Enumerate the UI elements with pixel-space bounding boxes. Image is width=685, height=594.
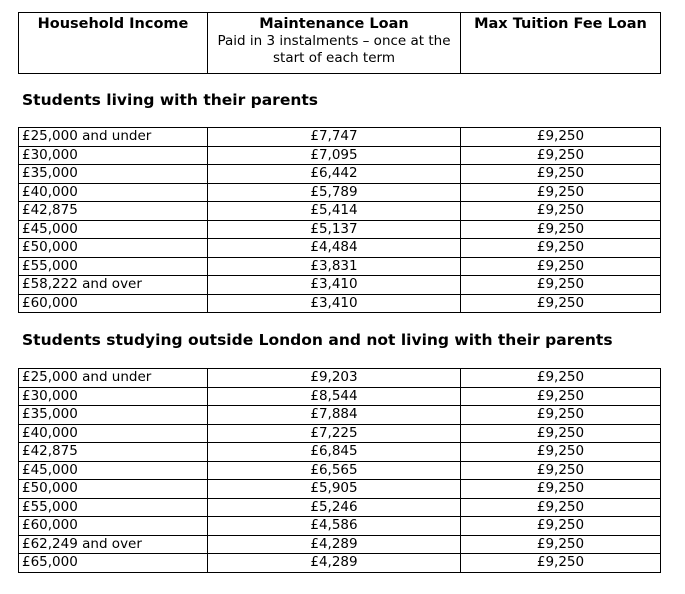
income-cell: £55,000 — [19, 257, 208, 276]
maintenance-loan-cell: £7,884 — [208, 406, 461, 425]
income-cell: £55,000 — [19, 498, 208, 517]
tuition-fee-cell: £9,250 — [461, 128, 661, 147]
income-cell: £65,000 — [19, 554, 208, 573]
table-outside-london — [18, 368, 661, 573]
income-cell: £40,000 — [19, 183, 208, 202]
maintenance-loan-cell: £8,544 — [208, 387, 461, 406]
tuition-fee-cell: £9,250 — [461, 424, 661, 443]
column-header-table — [18, 12, 661, 74]
income-cell: £42,875 — [19, 202, 208, 221]
income-cell: £45,000 — [19, 461, 208, 480]
table-row — [19, 535, 661, 554]
maintenance-loan-header — [208, 13, 461, 74]
maintenance-loan-cell: £3,410 — [208, 276, 461, 295]
income-cell: £25,000 and under — [19, 128, 208, 147]
income-cell: £58,222 and over — [19, 276, 208, 295]
maintenance-loan-label: Maintenance Loan — [259, 16, 409, 32]
table-row — [19, 369, 661, 388]
instalments-note: Paid in 3 instalments – once at the start of each term — [217, 33, 451, 66]
tuition-fee-cell: £9,250 — [461, 202, 661, 221]
table-row — [19, 294, 661, 313]
maintenance-loan-cell: £6,442 — [208, 165, 461, 184]
table-row — [19, 387, 661, 406]
tuition-fee-cell: £9,250 — [461, 517, 661, 536]
maintenance-loan-cell: £5,905 — [208, 480, 461, 499]
table-row — [19, 128, 661, 147]
maintenance-loan-cell: £5,789 — [208, 183, 461, 202]
income-cell: £35,000 — [19, 165, 208, 184]
table-row — [19, 406, 661, 425]
tuition-fee-cell: £9,250 — [461, 294, 661, 313]
table-row — [19, 257, 661, 276]
maintenance-loan-cell: £5,414 — [208, 202, 461, 221]
maintenance-loan-cell: £6,845 — [208, 443, 461, 462]
income-cell: £25,000 and under — [19, 369, 208, 388]
tuition-fee-cell: £9,250 — [461, 461, 661, 480]
tuition-fee-cell: £9,250 — [461, 257, 661, 276]
section-heading-outside-london: Students studying outside London and not living with their parents — [22, 331, 613, 349]
maintenance-loan-cell: £4,289 — [208, 535, 461, 554]
income-cell: £60,000 — [19, 294, 208, 313]
tuition-fee-cell: £9,250 — [461, 443, 661, 462]
table-row — [19, 276, 661, 295]
tuition-fee-cell: £9,250 — [461, 239, 661, 258]
table-row — [19, 461, 661, 480]
tuition-fee-cell: £9,250 — [461, 406, 661, 425]
maintenance-loan-cell: £3,410 — [208, 294, 461, 313]
income-cell: £60,000 — [19, 517, 208, 536]
tuition-fee-cell: £9,250 — [461, 220, 661, 239]
household-income-header: Household Income — [19, 13, 208, 74]
income-cell: £30,000 — [19, 387, 208, 406]
maintenance-loan-cell: £4,586 — [208, 517, 461, 536]
income-cell: £50,000 — [19, 239, 208, 258]
income-cell: £30,000 — [19, 146, 208, 165]
income-cell: £40,000 — [19, 424, 208, 443]
tuition-fee-cell: £9,250 — [461, 554, 661, 573]
maintenance-loan-cell: £4,484 — [208, 239, 461, 258]
maintenance-loan-cell: £6,565 — [208, 461, 461, 480]
maintenance-loan-cell: £5,246 — [208, 498, 461, 517]
table-row — [19, 239, 661, 258]
income-cell: £45,000 — [19, 220, 208, 239]
table-row — [19, 443, 661, 462]
tuition-fee-cell: £9,250 — [461, 146, 661, 165]
tuition-fee-cell: £9,250 — [461, 387, 661, 406]
maintenance-loan-cell: £5,137 — [208, 220, 461, 239]
maintenance-loan-cell: £7,747 — [208, 128, 461, 147]
maintenance-loan-cell: £7,095 — [208, 146, 461, 165]
maintenance-loan-cell: £4,289 — [208, 554, 461, 573]
section-heading-living-with-parents: Students living with their parents — [22, 91, 319, 109]
table-row — [19, 517, 661, 536]
table-living-with-parents — [18, 127, 661, 313]
table-row — [19, 480, 661, 499]
tuition-fee-cell: £9,250 — [461, 276, 661, 295]
income-cell: £50,000 — [19, 480, 208, 499]
table-row — [19, 498, 661, 517]
table-row — [19, 146, 661, 165]
maintenance-loan-cell: £9,203 — [208, 369, 461, 388]
tuition-fee-cell: £9,250 — [461, 535, 661, 554]
tuition-fee-header: Max Tuition Fee Loan — [461, 13, 661, 74]
tuition-fee-cell: £9,250 — [461, 165, 661, 184]
table-row — [19, 554, 661, 573]
table-row — [19, 220, 661, 239]
table-row — [19, 202, 661, 221]
tuition-fee-cell: £9,250 — [461, 480, 661, 499]
table-row — [19, 183, 661, 202]
tuition-fee-cell: £9,250 — [461, 369, 661, 388]
table-row — [19, 424, 661, 443]
income-cell: £42,875 — [19, 443, 208, 462]
income-cell: £35,000 — [19, 406, 208, 425]
table-row — [19, 165, 661, 184]
income-cell: £62,249 and over — [19, 535, 208, 554]
tuition-fee-cell: £9,250 — [461, 498, 661, 517]
maintenance-loan-cell: £3,831 — [208, 257, 461, 276]
maintenance-loan-cell: £7,225 — [208, 424, 461, 443]
tuition-fee-cell: £9,250 — [461, 183, 661, 202]
